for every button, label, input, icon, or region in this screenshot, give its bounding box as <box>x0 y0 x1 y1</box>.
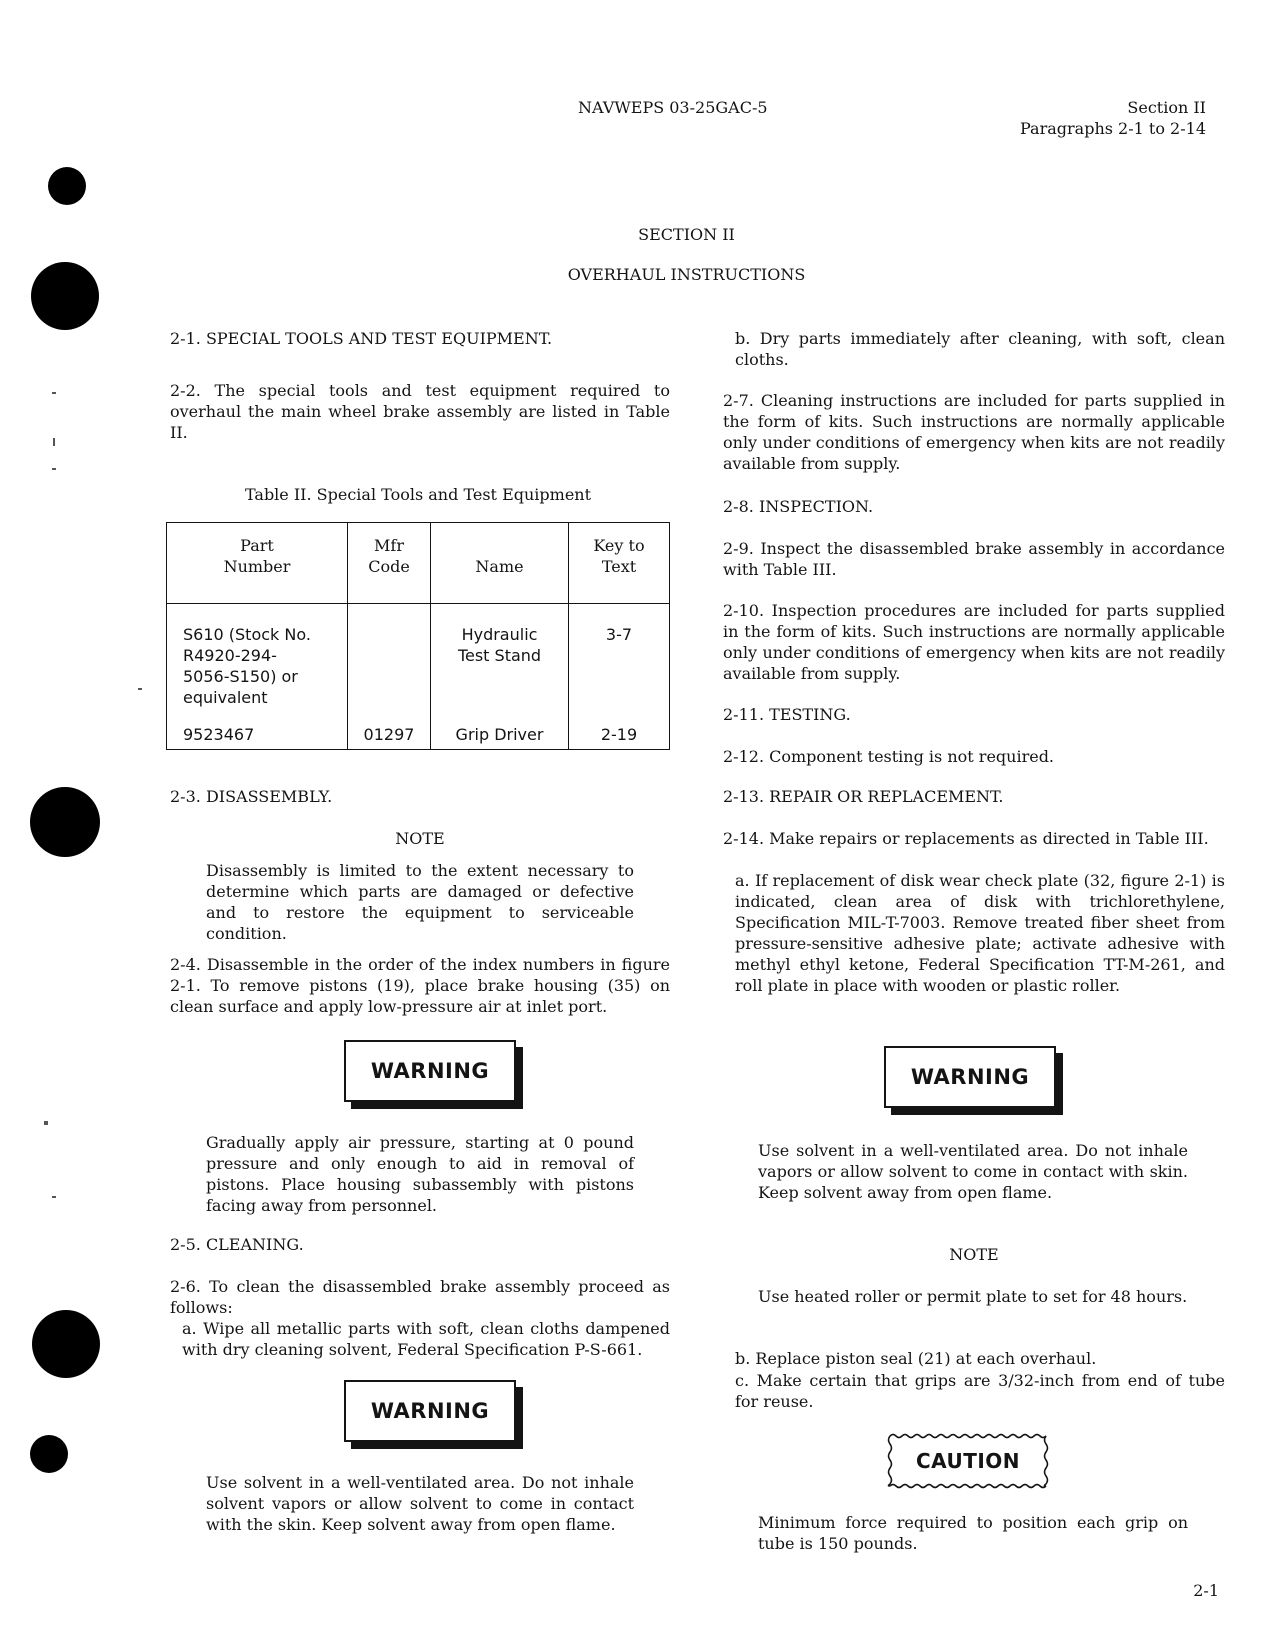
scan-speck <box>44 1121 48 1125</box>
section-header: Section II <box>1127 98 1206 117</box>
paragraph-2-13: 2-13. REPAIR OR REPLACEMENT. <box>723 787 1004 806</box>
note-label: NOTE <box>395 829 445 848</box>
scan-speck <box>52 392 56 394</box>
paragraph-2-6: 2-6. To clean the disassembled brake assembly proceed as follows: <box>170 1277 670 1317</box>
paragraph-2-7: 2-7. Cleaning instructions are included for parts supplied in the form of kits. Such instructions are normally applicable only under conditions of emergency when kits are not readily available from supply. <box>723 391 1225 473</box>
paragraph-2-9: 2-9. Inspect the disassembled brake assembly in accordance with Table III. <box>723 539 1225 579</box>
binder-hole <box>32 1310 100 1378</box>
table-header-name: Name <box>431 523 569 604</box>
binder-hole <box>30 1435 68 1473</box>
section-title: SECTION II <box>638 225 735 244</box>
doc-number: NAVWEPS 03-25GAC-5 <box>578 98 768 117</box>
caution-text: Minimum force required to position each grip on tube is 150 pounds. <box>758 1513 1188 1553</box>
paragraph-2-8: 2-8. INSPECTION. <box>723 497 874 516</box>
warning-badge: WARNING <box>884 1046 1056 1108</box>
note-text: Disassembly is limited to the extent necessary to determine which parts are damaged or defective and to restore the equipment to serviceable condition. <box>206 861 634 943</box>
table-header-code: Mfr Code <box>348 523 431 604</box>
warning-text: Use solvent in a well-ventilated area. Do not inhale vapors or allow solvent to come in contact with skin. Keep solvent away from open flame. <box>758 1141 1188 1202</box>
table-header-key: Key to Text <box>569 523 670 604</box>
scan-speck <box>52 1196 56 1198</box>
table-row: 9523467 01297 Grip Driver 2-19 <box>167 708 670 750</box>
paragraph-2-11: 2-11. TESTING. <box>723 705 851 724</box>
warning-text: Use solvent in a well-ventilated area. Do not inhale solvent vapors or allow solvent to come in contact with the skin. Keep solvent away from open flame. <box>206 1473 634 1534</box>
warning-badge: WARNING <box>344 1040 516 1102</box>
paragraph-2-14b: b. Replace piston seal (21) at each overhaul. <box>735 1349 1097 1368</box>
tools-table <box>166 522 670 750</box>
paragraph-2-14a: a. If replacement of disk wear check plate (32, figure 2-1) is indicated, clean area of disk with trichlorethylene, Specification MIL-T-7003. Remove treated fiber sheet from pressure-sensitive adhesive plate; activate adhesive with methyl ethyl ketone, Federal Specification TT-M-261, and roll plate in place with wooden or plastic roller. <box>735 871 1225 995</box>
paragraph-2-14: 2-14. Make repairs or replacements as directed in Table III. <box>723 829 1209 848</box>
paragraph-2-3: 2-3. DISASSEMBLY. <box>170 787 333 806</box>
page-title: OVERHAUL INSTRUCTIONS <box>567 265 806 284</box>
note-label: NOTE <box>949 1245 999 1264</box>
scan-speck <box>52 468 56 470</box>
scan-speck <box>138 688 142 690</box>
table-caption: Table II. Special Tools and Test Equipment <box>244 485 592 504</box>
warning-text: Gradually apply air pressure, starting at 0 pound pressure and only enough to aid in removal of pistons. Place housing subassembly with pistons facing away from personnel. <box>206 1133 634 1215</box>
paragraph-2-12: 2-12. Component testing is not required. <box>723 747 1055 766</box>
paragraph-2-6a: a. Wipe all metallic parts with soft, clean cloths dampened with dry cleaning solvent, Federal Specification P-S-661. <box>182 1319 670 1359</box>
warning-badge: WARNING <box>344 1380 516 1442</box>
table-row: S610 (Stock No. R4920-294- 5056-S150) or equivalent Hydraulic Test Stand 3-7 <box>167 604 670 709</box>
page-number: 2-1 <box>1193 1581 1219 1600</box>
binder-hole <box>48 167 86 205</box>
paragraph-2-5: 2-5. CLEANING. <box>170 1235 304 1254</box>
paragraph-2-4: 2-4. Disassemble in the order of the index numbers in figure 2-1. To remove pistons (19), place brake housing (35) on clean surface and apply low-pressure air at inlet port. <box>170 955 670 1016</box>
binder-hole <box>30 787 100 857</box>
note-text: Use heated roller or permit plate to set for 48 hours. <box>758 1287 1188 1306</box>
caution-badge: CAUTION <box>886 1432 1050 1490</box>
table-header-part: Part Number <box>167 523 348 604</box>
paragraph-2-10: 2-10. Inspection procedures are included for parts supplied in the form of kits. Such instructions are normally applicable only under conditions of emergency when kits are not readily available from supply. <box>723 601 1225 683</box>
scan-speck <box>53 438 55 446</box>
paragraphs-range: Paragraphs 2-1 to 2-14 <box>1020 119 1206 138</box>
paragraph-2-14c: c. Make certain that grips are 3/32-inch from end of tube for reuse. <box>735 1371 1225 1411</box>
paragraph-2-6b: b. Dry parts immediately after cleaning, with soft, clean cloths. <box>735 329 1225 369</box>
paragraph-2-2: 2-2. The special tools and test equipment required to overhaul the main wheel brake assembly are listed in Table II. <box>170 381 670 442</box>
paragraph-2-1: 2-1. SPECIAL TOOLS AND TEST EQUIPMENT. <box>170 329 553 348</box>
